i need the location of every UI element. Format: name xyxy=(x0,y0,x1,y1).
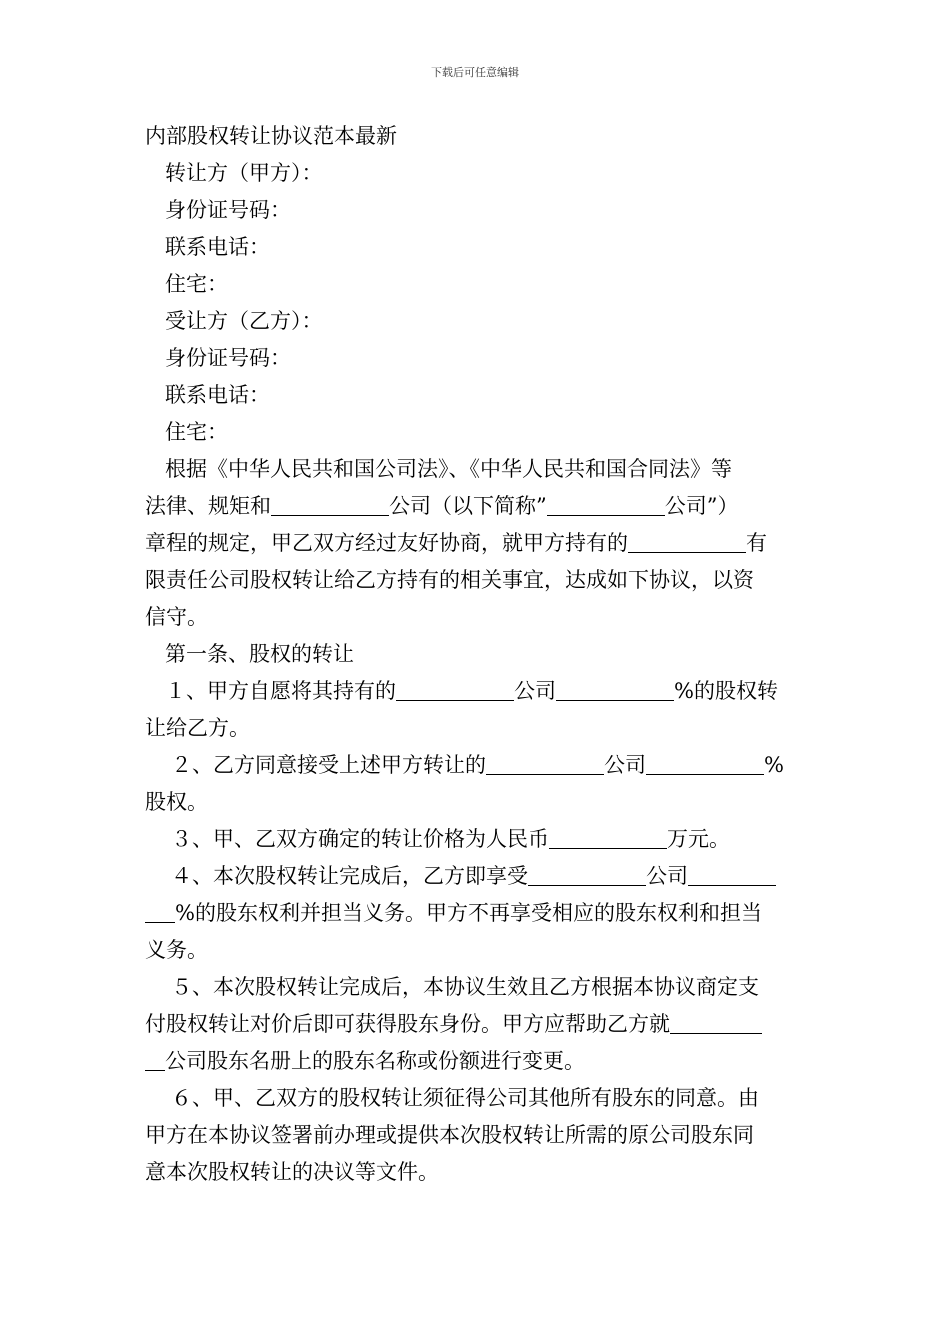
clause-text: ２、乙方同意接受上述甲方转让的 xyxy=(171,753,486,777)
clause-text: 付股权转让对价后即可获得股东身份。甲方应帮助乙方就 xyxy=(145,1012,670,1036)
blank-field xyxy=(547,493,665,516)
blank-field xyxy=(549,826,667,849)
blank-field xyxy=(396,678,514,701)
clause-text: ４、本次股权转让完成后，乙方即享受 xyxy=(171,864,528,888)
blank-field xyxy=(145,1048,165,1071)
clause-text: １、甲方自愿将其持有的 xyxy=(165,679,396,703)
blank-field xyxy=(646,752,764,775)
clause-1-line-2: 让给乙方。 xyxy=(145,716,250,740)
preamble-text: 公司（以下简称” xyxy=(389,494,547,518)
clause-5-line-2 xyxy=(145,1006,815,1043)
party-a-id: 身份证号码： xyxy=(165,198,291,222)
clause-text: 公司 xyxy=(604,753,646,777)
clause-5-line-3 xyxy=(145,1043,815,1080)
clause-text: 万元。 xyxy=(667,827,730,851)
clause-5-line-1: ５、本次股权转让完成后，本协议生效且乙方根据本协议商定支 xyxy=(171,975,759,999)
clause-6-line-3: 意本次股权转让的决议等文件。 xyxy=(145,1160,439,1184)
blank-field xyxy=(628,530,746,553)
preamble-text: 公司”） xyxy=(664,494,739,518)
clause-6-line-1: ６、甲、乙双方的股权转让须征得公司其他所有股东的同意。由 xyxy=(171,1086,759,1110)
article-1-heading: 第一条、股权的转让 xyxy=(165,642,354,666)
blank-field xyxy=(145,900,175,923)
clause-text: 公司股东名册上的股东名称或份额进行变更。 xyxy=(165,1049,585,1073)
preamble-line-3 xyxy=(145,525,815,562)
clause-2-line-2: 股权。 xyxy=(145,790,208,814)
clause-text: 公司 xyxy=(646,864,688,888)
party-a-heading: 转让方（甲方）： xyxy=(165,161,323,185)
clause-text: %的股权转 xyxy=(674,679,778,703)
preamble-line-5: 信守。 xyxy=(145,605,208,629)
blank-field xyxy=(556,678,674,701)
preamble-text: 章程的规定，甲乙双方经过友好协商，就甲方持有的 xyxy=(145,531,628,555)
party-b-heading: 受让方（乙方）： xyxy=(165,309,323,333)
preamble-text: 法律、规矩和 xyxy=(145,494,271,518)
blank-field xyxy=(271,493,389,516)
clause-4-line-1 xyxy=(145,858,815,895)
clause-text: 公司 xyxy=(514,679,556,703)
header-note: 下载后可任意编辑 xyxy=(431,66,519,79)
clause-text: %的股东权利并担当义务。甲方不再享受相应的股东权利和担当 xyxy=(175,901,762,925)
blank-field xyxy=(688,863,776,886)
blank-field xyxy=(670,1011,762,1034)
clause-2-line-1 xyxy=(145,747,815,784)
preamble-line-4: 限责任公司股权转让给乙方持有的相关事宜，达成如下协议，以资 xyxy=(145,568,754,592)
clause-3-line-1 xyxy=(145,821,815,858)
document-body xyxy=(145,118,815,1191)
party-b-id: 身份证号码： xyxy=(165,346,291,370)
party-b-address: 住宅： xyxy=(165,420,228,444)
clause-text: ３、甲、乙双方确定的转让价格为人民币 xyxy=(171,827,549,851)
clause-1-line-1 xyxy=(145,673,815,710)
party-a-phone: 联系电话： xyxy=(165,235,270,259)
party-b-phone: 联系电话： xyxy=(165,383,270,407)
clause-4-line-3: 义务。 xyxy=(145,938,208,962)
preamble-line-2 xyxy=(145,488,815,525)
document-title: 内部股权转让协议范本最新 xyxy=(145,124,397,148)
blank-field xyxy=(486,752,604,775)
preamble-text: 有 xyxy=(746,531,767,555)
clause-6-line-2: 甲方在本协议签署前办理或提供本次股权转让所需的原公司股东同 xyxy=(145,1123,754,1147)
clause-4-line-2 xyxy=(145,895,815,932)
clause-text: % xyxy=(764,753,784,777)
blank-field xyxy=(528,863,646,886)
party-a-address: 住宅： xyxy=(165,272,228,296)
preamble-line-1: 根据《中华人民共和国公司法》、《中华人民共和国合同法》等 xyxy=(165,457,732,481)
